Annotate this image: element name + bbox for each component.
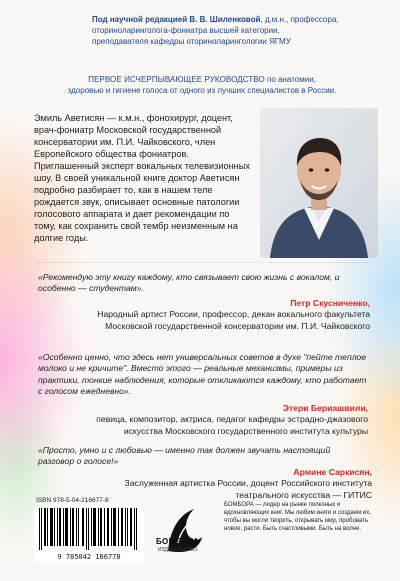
separator-1 [38,262,368,263]
author-bio: Эмиль Аветисян — к.м.н., фонохирург, доцент, врач-фониатр Московской государственной консерватории им. П.И. Чайковского, член Европейского общества фониатров. Приглашенный эксперт вокальных телевизионных шоу. В своей уникальной книге доктор Аветисян подробно разбирает то, как в нашем теле рождается звук, описывает основные патологии голосового аппарата и дает рекомендации по тому, как сохранить свой тембр неизменным на долгие годы. [34,113,250,243]
quote-1-author [70,298,370,332]
quote-1-role: Народный артист России, профессор, декан вокального факультета Московской государственной консерватории им. П.И. Чайковского [97,309,370,331]
publisher-text: БОМБОРА — лидер на рынке полезных и вдохновляющих книг. Мы любим книги и создаем их, чтобы вы могли творить, открывать мир, пробовать новое, расти. Быть счастливыми. Быть на волне. [224,502,371,532]
logo-sub: ИЗДАТЕЛЬСТВО [158,547,198,553]
editor-line-2: оториноларинголога-фониатра высшей категории, [92,26,280,35]
quote-2-author [68,403,368,437]
headline-rest-1: по анатомии, [264,75,316,84]
headline-rest-2: здоровью и гигиене голоса от одного из лучших специалистов в России. [67,86,337,95]
quote-3-name: Армине Саркисян, [293,467,372,477]
logo-name: БОМБОРА [156,537,200,546]
editor-title: , д.м.н., профессора, [260,15,339,24]
isbn-text: ISBN 978-5-04-216677-8 [36,497,109,504]
barcode-bars [37,508,141,550]
quote-1-text: «Рекомендую эту книгу каждому, кто связывает свою жизнь с вокалом, и особенно — студентам». [38,272,340,294]
headline [42,74,362,96]
author-photo [260,108,378,258]
quote-2-text: «Особенно ценно, что здесь нет универсальных советов в духе "пейте теплое молоко и не кричите". Вместо этого — реальные механизмы, примеры из практики, тонкие наблюдения, которые откликаются каждому, кто работает с голосом ежедневно». [38,352,367,397]
barcode [34,506,144,562]
quote-2-role: певица, композитор, актриса, педагог кафедры эстрадно-джазового искусства Московского государственного института культуры [96,414,368,436]
barcode-digits: 9 785042 166778 [57,553,121,561]
editor-credits [92,14,382,47]
editor-name: Под научной редакцией В. В. Шиленковой [92,15,261,24]
footer [34,497,374,565]
quote-3-role: Заслуженная артистка России, доцент Российского института театрального искусства — ГИТИС [124,478,372,500]
headline-caps: ПЕРВОЕ ИСЧЕРПЫВАЮЩЕЕ РУКОВОДСТВО [88,75,265,84]
quote-2-name: Этери Бериашвили, [282,403,368,413]
editor-line-3: преподавателя кафедры оториноларингологии ЯГМУ [92,37,291,46]
quote-1-name: Петр Скусниченко, [290,298,370,308]
quote-3-text: «Просто, умно и с любовью — именно так должен звучать настоящий разговор о голосе!» [38,445,331,467]
